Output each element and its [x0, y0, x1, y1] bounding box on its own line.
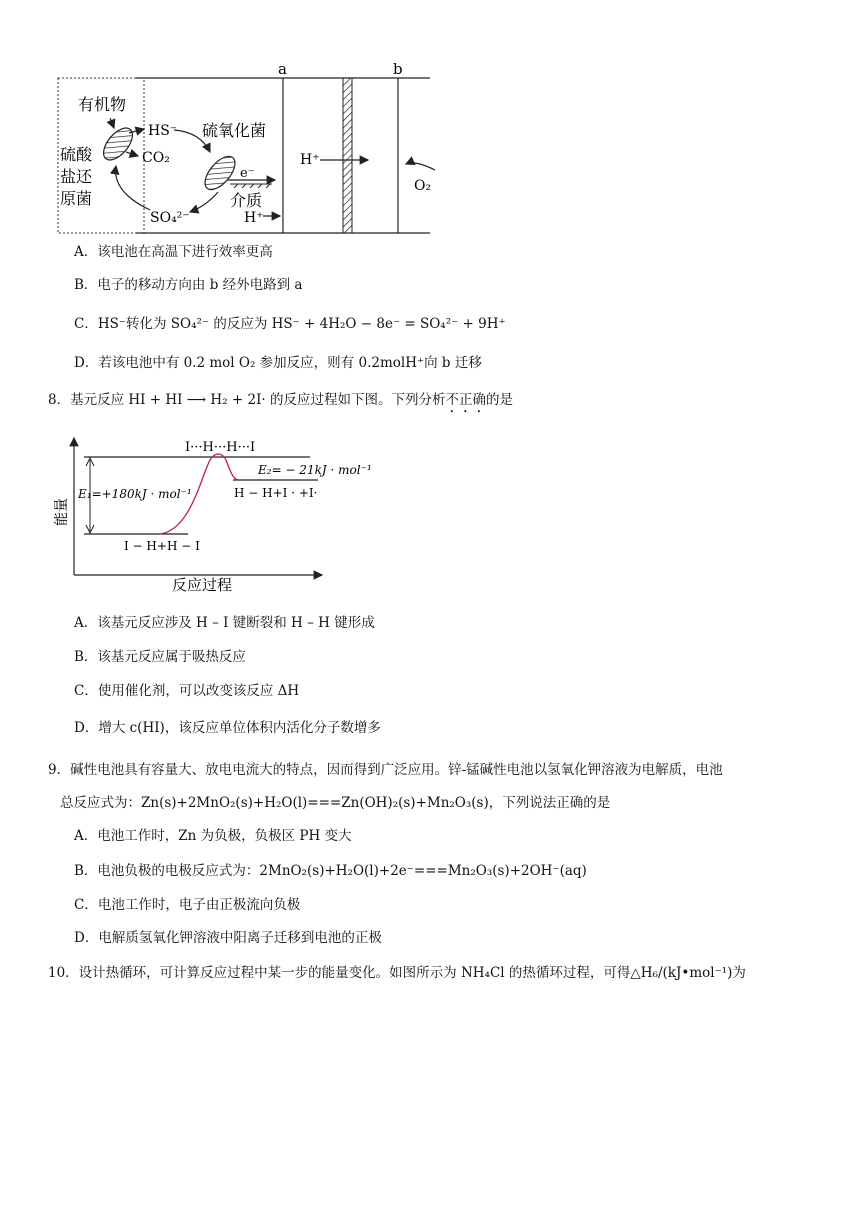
label-co2: CO₂ — [142, 150, 170, 166]
q7-option-b: B．电子的移动方向由 b 经外电路到 a — [74, 277, 303, 293]
q9-option-a: A．电池工作时，Zn 为负极，负极区 PH 变大 — [74, 828, 352, 844]
label-sulfate: SO₄²⁻ — [150, 210, 190, 226]
q8-stem — [48, 391, 513, 416]
q8-option-a: A．该基元反应涉及 H – I 键断裂和 H – H 键形成 — [74, 615, 375, 631]
q8-stem-post: 的是 — [486, 392, 514, 408]
q10-stem: 10．设计热循环，可计算反应过程中某一步的能量变化。如图所示为 NH₄Cl 的热循环过程，可得△H₆/(kJ•mol⁻¹)为 — [48, 965, 746, 981]
label-sulfur-oxidizer: 硫氧化菌 — [202, 121, 267, 140]
transition-state-label: I···H···H···I — [185, 440, 256, 455]
label-proton-left: H⁺ — [244, 210, 264, 226]
q8-option-c: C．使用催化剂，可以改变该反应 ΔH — [74, 683, 300, 699]
e1-label: E₁=+180kJ · mol⁻¹ — [78, 487, 192, 501]
label-hs: HS⁻ — [148, 123, 178, 139]
q8-stem-pre: 8．基元反应 HI + HI ⟶ H₂ + 2I· 的反应过程如下图。下列分析 — [48, 392, 446, 408]
q7-option-a: A．该电池在高温下进行效率更高 — [74, 244, 273, 260]
label-organic: 有机物 — [78, 95, 127, 114]
q8-stem-emphasis: 不正确 — [445, 392, 487, 408]
q9-stem-line2: 总反应式为：Zn(s)+2MnO₂(s)+H₂O(l)===Zn(OH)₂(s)+Mn₂O₃(s)，下列说法正确的是 — [60, 795, 611, 811]
proton-membrane — [343, 78, 352, 233]
q9-option-b: B．电池负极的电极反应式为：2MnO₂(s)+H₂O(l)+2e⁻===Mn₂O₃(s)+2OH⁻(aq) — [74, 863, 587, 879]
fuel-cell-diagram — [50, 60, 440, 238]
label-sulfate-reducer-3: 原菌 — [60, 189, 93, 208]
label-proton-mid: H⁺ — [300, 152, 320, 168]
q8-option-d: D．增大 c(HI)，该反应单位体积内活化分子数增多 — [74, 720, 381, 736]
y-axis-label: 能量 — [54, 498, 70, 526]
label-a: a — [278, 60, 287, 78]
x-axis-label: 反应过程 — [172, 576, 233, 594]
label-electron: e⁻ — [240, 166, 255, 181]
label-oxygen: O₂ — [414, 178, 432, 194]
reactant-label: I − H+H − I — [124, 539, 200, 553]
e2-label: E₂= − 21kJ · mol⁻¹ — [258, 463, 372, 477]
label-b: b — [393, 60, 403, 78]
q7-option-d: D．若该电池中有 0.2 mol O₂ 参加反应，则有 0.2molH⁺向 b 迁移 — [74, 355, 482, 371]
label-sulfate-reducer-1: 硫酸 — [60, 145, 93, 164]
label-medium: 介质 — [230, 191, 263, 210]
energy-diagram — [50, 430, 390, 595]
q9-option-c: C．电池工作时，电子由正极流向负极 — [74, 897, 301, 913]
q9-stem-line1: 9．碱性电池具有容量大、放电电流大的特点，因而得到广泛应用。锌-锰碱性电池以氢氧化钾溶液为电解质，电池 — [48, 762, 723, 778]
product-label: H − H+I · +I· — [234, 486, 318, 500]
q9-option-d: D．电解质氢氧化钾溶液中阳离子迁移到电池的正极 — [74, 930, 382, 946]
bacterium-sulfate-reducer — [98, 123, 138, 165]
q8-option-b: B．该基元反应属于吸热反应 — [74, 649, 246, 665]
q7-option-c: C．HS⁻转化为 SO₄²⁻ 的反应为 HS⁻ + 4H₂O − 8e⁻ = SO₄²⁻ + 9H⁺ — [74, 316, 506, 332]
label-sulfate-reducer-2: 盐还 — [60, 167, 93, 186]
